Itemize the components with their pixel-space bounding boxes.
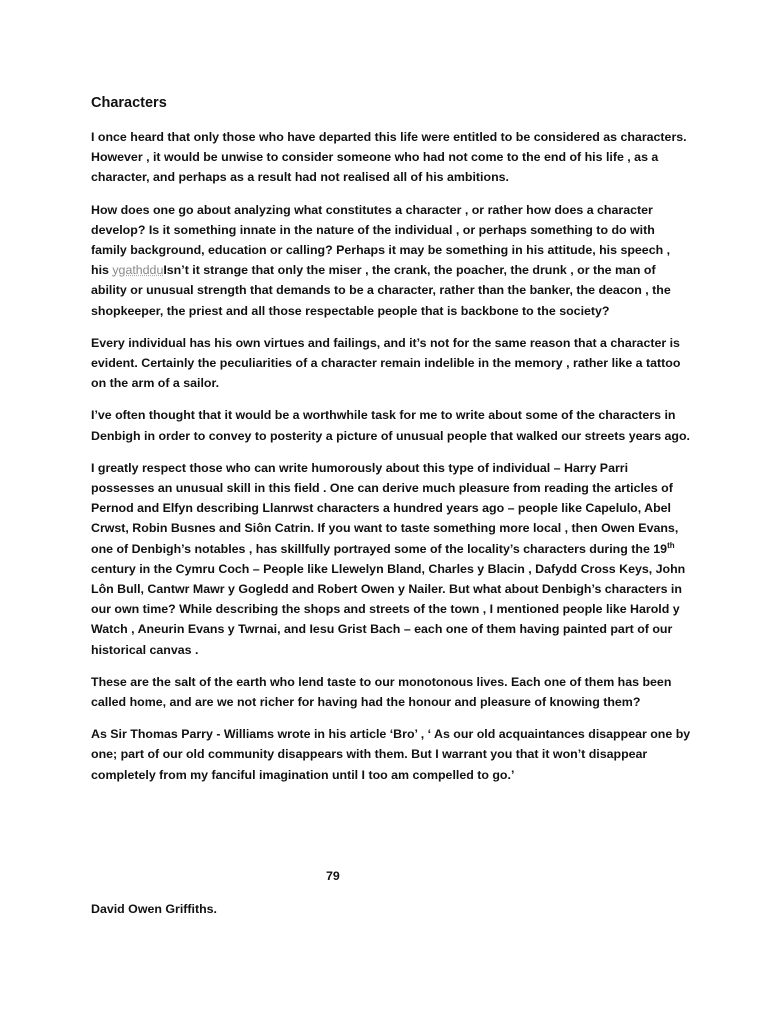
- paragraph-3: Every individual has his own virtues and failings, and it’s not for the same reason that a character is evident. Certainly the peculiarities of a character remain indelible in the memory , rather like a tattoo on the arm of a sailor.: [91, 335, 681, 391]
- welsh-word: ygathddu: [112, 263, 164, 278]
- document-body: [91, 92, 691, 797]
- page-number: 79: [326, 869, 340, 883]
- paragraph-5-text-after: century in the Cymru Coch – People like Llewelyn Bland, Charles y Blacin , Dafydd Cross Keys, John Lôn Bull, Cantwr Mawr y Gogledd and Robert Owen y Nailer. But what about Denbigh’s characters in our own time? While describing the shops and streets of the town , I mentioned people like Harold y Watch , Aneurin Evans y Twrnai, and Iesu Grist Bach – each one of them having painted part of our historical canvas .: [91, 561, 686, 657]
- paragraph-2-text-before: How does one go about analyzing what constitutes a character , or rather how does a character develop? Is it something innate in the nature of the individual , or perhaps something to do with family background, education or calling? Perhaps it may be something in his attitude, his speech , his: [91, 202, 671, 278]
- document-title: Characters: [91, 95, 167, 111]
- paragraph-2-text-after: Isn’t it strange that only the miser , the crank, the poacher, the drunk , or the man of ability or unusual strength that demands to be a character, rather than the banker, the deacon , the shopkeeper, the priest and all those respectable people that is backbone to the society?: [91, 263, 671, 318]
- paragraph-5: [91, 458, 691, 660]
- ordinal-suffix: th: [667, 540, 675, 550]
- author-signature: David Owen Griffiths.: [91, 902, 217, 916]
- paragraph-1: I once heard that only those who have departed this life were entitled to be considered as characters. However , it would be unwise to consider someone who had not come to the end of his life , as a character, and perhaps as a result had not realised all of his ambitions.: [91, 130, 687, 185]
- paragraph-4: I’ve often thought that it would be a worthwhile task for me to write about some of the characters in Denbigh in order to convey to posterity a picture of unusual people that walked our streets years ago.: [91, 408, 690, 443]
- paragraph-2: [91, 200, 691, 321]
- paragraph-6: These are the salt of the earth who lend taste to our monotonous lives. Each one of them has been called home, and are we not richer for having had the honour and pleasure of knowing them?: [91, 674, 672, 710]
- paragraph-7: As Sir Thomas Parry - Williams wrote in his article ‘Bro’ , ‘ As our old acquaintances disappear one by one; part of our old community disappears with them. But I warrant you that it won’t disappear completely from my fanciful imagination until I too am compelled to go.’: [91, 727, 691, 782]
- paragraph-5-text-before: I greatly respect those who can write humorously about this type of individual – Harry Parri possesses an unusual skill in this field . One can derive much pleasure from reading the articles of Pernod and Elfyn describing Llanrwst characters a hundred years ago – people like Capelulo, Abel Crwst, Robin Busnes and Siôn Catrin. If you want to taste something more local , then Owen Evans, one of Denbigh’s notables , has skillfully portrayed some of the locality’s characters during the 19: [91, 460, 679, 556]
